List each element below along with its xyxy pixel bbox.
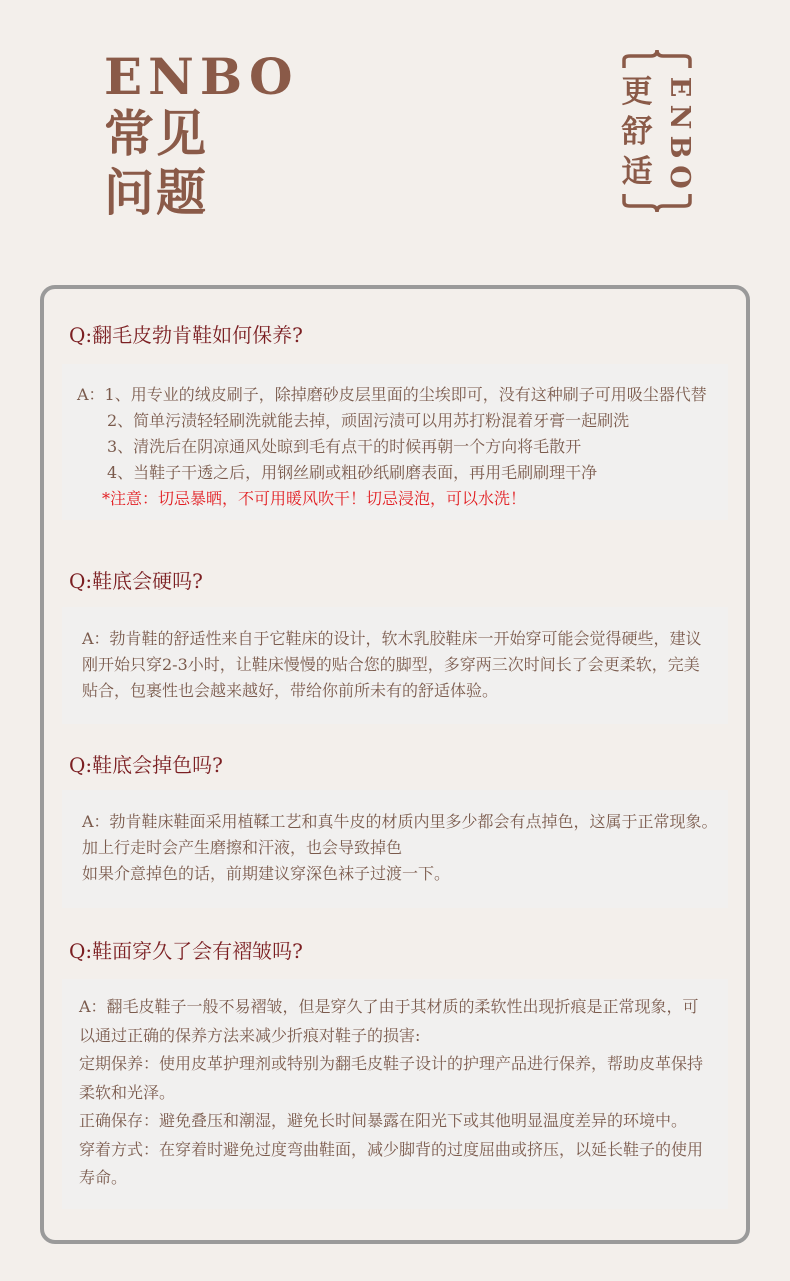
brace-bottom-icon	[618, 192, 696, 214]
answer-line: A：翻毛皮鞋子一般不易褶皱，但是穿久了由于其材质的柔软性出现折痕是正常现象，可	[79, 997, 699, 1016]
seal-letter: B	[664, 135, 695, 159]
answer-line: 3、清洗后在阴凉通风处晾到毛有点干的时候再朝一个方向将毛散开	[107, 437, 582, 456]
answer-line: 4、当鞋子干透之后，用钢丝刷或粗砂纸刷磨表面，再用毛刷刷理干净	[107, 463, 598, 482]
answer-line: 2、简单污渍轻轻刷洗就能去掉，顽固污渍可以用苏打粉混着牙膏一起刷洗	[107, 411, 630, 430]
answer-line: 定期保养：使用皮革护理剂或特别为翻毛皮鞋子设计的护理产品进行保养，帮助皮革保持	[79, 1054, 704, 1073]
answer-line: A：勃肯鞋的舒适性来自于它鞋床的设计，软木乳胶鞋床一开始穿可能会觉得硬些，建议	[82, 629, 702, 648]
answer-line: 贴合，包裹性也会越来越好，带给你前所未有的舒适体验。	[82, 681, 499, 700]
answer-line: 以通过正确的保养方法来减少折痕对鞋子的损害:	[79, 1025, 421, 1045]
brace-top-icon	[618, 48, 696, 70]
seal-brand-vertical	[664, 72, 694, 192]
seal-letter: O	[664, 165, 695, 189]
answer-line: 刚开始只穿2-3小时，让鞋床慢慢的贴合您的脚型，多穿两三次时间长了会更柔软，完美	[82, 655, 700, 674]
page-title-line-1: 常见	[104, 104, 208, 163]
seal-char: 适	[621, 154, 653, 190]
seal-char: 更	[621, 74, 653, 110]
faq-answer	[62, 607, 728, 724]
answer-line: 正确保存：避免叠压和潮湿，避免长时间暴露在阳光下或其他明显温度差异的环境中。	[79, 1111, 688, 1130]
answer-line: 柔软和光泽。	[79, 1082, 176, 1102]
warning-note: *注意：切忌暴晒，不可用暖风吹干！切忌浸泡，可以水洗！	[102, 489, 527, 508]
brand-name: ENBO	[104, 47, 299, 106]
faq-question: Q:鞋面穿久了会有褶皱吗?	[69, 939, 303, 963]
seal-slogan	[620, 72, 654, 192]
answer-line: A：勃肯鞋床鞋面采用植鞣工艺和真牛皮的材质内里多少都会有点掉色，这属于正常现象。	[82, 812, 718, 831]
faq-question: Q:翻毛皮勃肯鞋如何保养?	[69, 323, 303, 347]
faq-answer	[62, 364, 728, 520]
answer-line: 穿着方式：在穿着时避免过度弯曲鞋面，减少脚背的过度屈曲或挤压，以延长鞋子的使用	[79, 1139, 704, 1159]
seal-char: 舒	[621, 114, 653, 150]
answer-line: A：1、用专业的绒皮刷子，除掉磨砂皮层里面的尘埃即可，没有这种刷子可用吸尘器代替	[77, 385, 707, 404]
faq-answer	[62, 979, 728, 1209]
brand-seal	[618, 48, 696, 214]
faq-question: Q:鞋底会掉色吗?	[69, 753, 223, 777]
seal-letter: N	[664, 104, 695, 130]
seal-letter: E	[664, 76, 695, 98]
answer-line: 如果介意掉色的话，前期建议穿深色袜子过渡一下。	[82, 864, 451, 883]
faq-panel	[40, 285, 750, 1244]
answer-line: 寿命。	[79, 1168, 128, 1187]
page-title-line-2: 问题	[104, 163, 208, 222]
faq-question: Q:鞋底会硬吗?	[69, 569, 203, 593]
answer-line: 加上行走时会产生磨擦和汗液，也会导致掉色	[82, 838, 403, 857]
brand-heading	[104, 47, 299, 222]
faq-answer	[62, 790, 728, 908]
